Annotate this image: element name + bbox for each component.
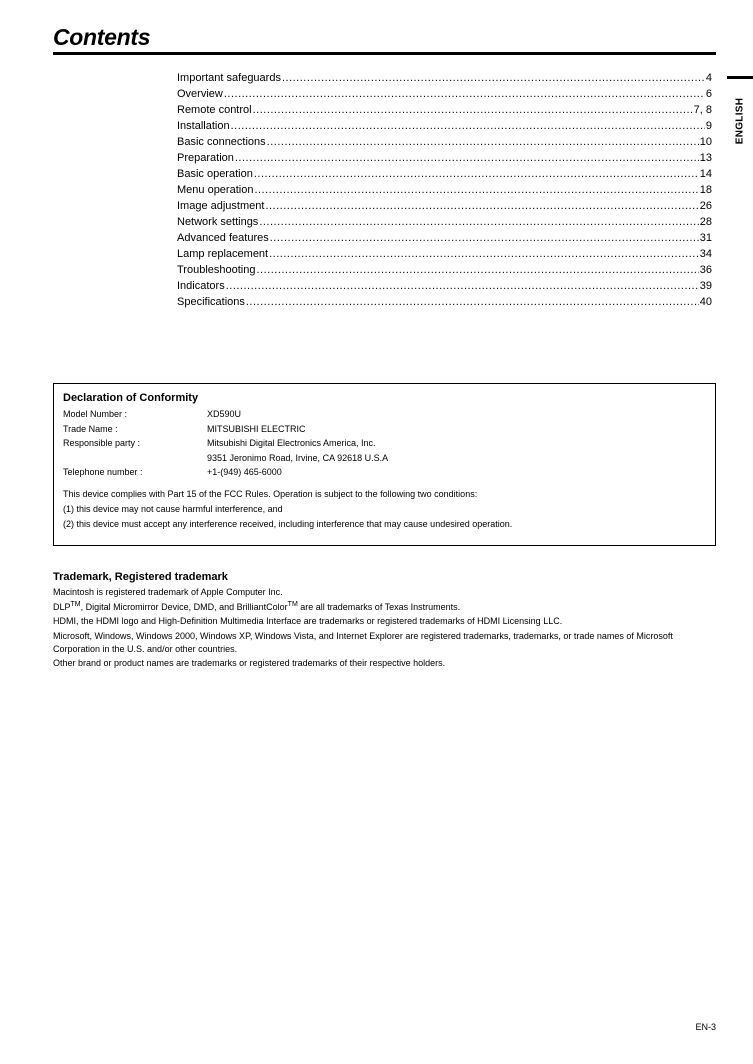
toc-entry-page: 34: [699, 248, 712, 260]
toc-entry-page: 28: [699, 216, 712, 228]
toc-entry-label: Network settings: [177, 216, 259, 228]
toc-entry[interactable]: [177, 262, 712, 278]
toc-leader-dots: [235, 150, 699, 166]
declaration-row: [63, 422, 706, 437]
declaration-value: Mitsubishi Digital Electronics America, Inc.: [207, 438, 376, 448]
toc-entry-label: Important safeguards: [177, 72, 281, 84]
dlp-text: DLP: [53, 601, 71, 612]
toc-entry-label: Specifications: [177, 296, 245, 308]
toc-entry-page: 9: [705, 120, 712, 132]
declaration-key: [63, 451, 207, 466]
toc-entry[interactable]: [177, 182, 712, 198]
toc-entry[interactable]: [177, 134, 712, 150]
toc-leader-dots: [259, 214, 698, 230]
toc-entry-page: 13: [699, 152, 712, 164]
trademark-line-hdmi: HDMI, the HDMI logo and High-Definition Multimedia Interface are trademarks or registered trademarks of HDMI Licensing LLC.: [53, 616, 563, 626]
toc-entry[interactable]: [177, 118, 712, 134]
trademark-line-dlp: [53, 601, 718, 615]
declaration-key: Telephone number :: [63, 467, 143, 477]
toc-entry-label: Overview: [177, 88, 223, 100]
toc-entry-label: Troubleshooting: [177, 264, 256, 276]
language-tab-label: ENGLISH: [734, 97, 746, 144]
toc-entry-page: 39: [699, 280, 712, 292]
toc-entry-page: 7, 8: [693, 104, 712, 116]
trademark-section: [53, 571, 718, 670]
fcc-condition-1: (1) this device may not cause harmful interference, and: [63, 503, 283, 514]
declaration-heading: Declaration of Conformity: [63, 392, 199, 404]
toc-entry-label: Advanced features: [177, 232, 269, 244]
toc-leader-dots: [269, 246, 699, 262]
declaration-row: [63, 407, 706, 422]
trademark-line-microsoft: Microsoft, Windows, Windows 2000, Windows XP, Windows Vista, and Internet Explorer are registered trademarks, trademarks, or trade names of Microsoft Corporation in the U.S. and/or other countries.: [53, 630, 673, 654]
trademark-heading: Trademark, Registered trademark: [53, 571, 228, 583]
toc-entry[interactable]: [177, 294, 712, 310]
trademark-line-macintosh: Macintosh is registered trademark of Apple Computer Inc.: [53, 587, 283, 597]
toc-leader-dots: [246, 294, 699, 310]
toc-leader-dots: [253, 102, 693, 118]
toc-entry-page: 40: [699, 296, 712, 308]
declaration-value: 9351 Jeronimo Road, Irvine, CA 92618 U.S.A: [207, 452, 389, 463]
toc-entry-page: 6: [705, 88, 712, 100]
dlp-text-end: are all trademarks of Texas Instruments.: [297, 601, 461, 612]
table-of-contents: [177, 70, 712, 310]
toc-entry[interactable]: [177, 198, 712, 214]
toc-entry-label: Menu operation: [177, 184, 254, 196]
toc-entry[interactable]: [177, 70, 712, 86]
toc-entry-label: Basic connections: [177, 136, 266, 148]
toc-entry-label: Installation: [177, 120, 230, 132]
declaration-value: MITSUBISHI ELECTRIC: [207, 423, 306, 434]
toc-entry-page: 10: [699, 136, 712, 148]
trademark-symbol: TM: [287, 600, 298, 608]
title-rule: [53, 52, 716, 55]
declaration-value: XD590U: [207, 409, 242, 419]
page-title: Contents: [53, 24, 151, 50]
toc-entry-page: 14: [699, 168, 712, 180]
trademark-line-other: Other brand or product names are trademarks or registered trademarks of their respective holders.: [53, 657, 446, 668]
toc-entry-label: Lamp replacement: [177, 248, 269, 260]
declaration-of-conformity-box: [53, 383, 716, 546]
declaration-value: +1-(949) 465-6000: [207, 467, 282, 477]
toc-entry-page: 36: [699, 264, 712, 276]
toc-entry-label: Remote control: [177, 104, 252, 116]
toc-entry-label: Image adjustment: [177, 200, 265, 212]
toc-entry-label: Preparation: [177, 152, 234, 164]
declaration-key: Trade Name :: [63, 423, 118, 434]
toc-entry[interactable]: [177, 230, 712, 246]
trademark-symbol: TM: [70, 600, 81, 608]
toc-leader-dots: [256, 262, 698, 278]
toc-leader-dots: [224, 86, 705, 102]
toc-entry-page: 18: [699, 184, 712, 196]
declaration-key: Responsible party :: [63, 438, 141, 448]
toc-entry-label: Basic operation: [177, 168, 253, 180]
toc-entry[interactable]: [177, 246, 712, 262]
toc-entry-page: 31: [699, 232, 712, 244]
toc-entry[interactable]: [177, 86, 712, 102]
toc-entry-page: 4: [705, 72, 712, 84]
fcc-statement-line: This device complies with Part 15 of the FCC Rules. Operation is subject to the following two conditions:: [63, 488, 478, 499]
declaration-row: [63, 465, 706, 480]
toc-leader-dots: [254, 182, 698, 198]
toc-entry[interactable]: [177, 150, 712, 166]
toc-leader-dots: [282, 70, 705, 86]
toc-entry[interactable]: [177, 214, 712, 230]
dlp-text-middle: , Digital Micromirror Device, DMD, and BrilliantColor: [80, 601, 288, 612]
toc-entry-page: 26: [699, 200, 712, 212]
toc-entry[interactable]: [177, 166, 712, 182]
fcc-statement: [63, 487, 706, 533]
toc-leader-dots: [226, 278, 699, 294]
toc-entry-label: Indicators: [177, 280, 225, 292]
declaration-key: Model Number :: [63, 409, 128, 419]
declaration-row: [63, 436, 706, 451]
toc-leader-dots: [265, 198, 698, 214]
toc-leader-dots: [267, 134, 699, 150]
fcc-condition-2: (2) this device must accept any interference received, including interference that may cause undesired operation.: [63, 519, 513, 530]
toc-entry[interactable]: [177, 278, 712, 294]
toc-leader-dots: [270, 230, 699, 246]
toc-entry[interactable]: [177, 102, 712, 118]
toc-leader-dots: [231, 118, 705, 134]
language-tab: [727, 76, 753, 162]
page-number: EN-3: [695, 1022, 716, 1032]
toc-leader-dots: [254, 166, 699, 182]
declaration-row: [63, 451, 706, 466]
